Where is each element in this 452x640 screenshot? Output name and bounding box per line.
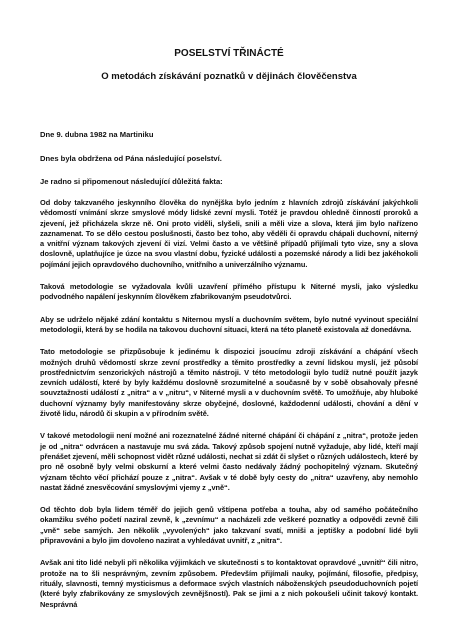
document-subtitle: O metodách získávání poznatků v dějinách člověčenstva xyxy=(101,71,357,82)
paragraph-5: V takové metodologii není možné ani rozeznatelné žádné niterné chápání či chápání z „nitra“, protože jeden je od „nitra“ odvrácen a nastavuje mu svá záda. Takový způsob spojení nutně vyžaduje, aby lidé, kteří mají přenášet zjevení, měli schopnost vidět různé události, nechat si zdát či slyšet o různých událostech, které by pro ně osobně byly velmi obskurní a které velmi často nedávaly žádný pochopitelný význam. Skutečný význam těchto věcí přichází pouze z „nitra“. Avšak v té době byly cesty do „nitra“ uzavřeny, aby nemohlo nastat žádné znesvěcování smyslovými vjemy z „vně“. xyxy=(40,431,418,492)
paragraph-2: Taková metodologie se vyžadovala kvůli uzavření přímého přístupu k Niterné mysli, jako výsledku podvodného napálení jeskynním člověkem zfabrikovaným pseudotvůrci. xyxy=(40,282,418,302)
document-title: POSELSTVÍ TŘINÁCTÉ xyxy=(174,48,284,59)
paragraph-7: Avšak ani tito lidé nebyli při několika výjimkách ve skutečnosti s to kontaktovat opravdové „uvnitř“ čili nitro, protože na to šli nesprávným, zevním způsobem. Především přijímali nauky, pojímání, filosofie, předpisy, rituály, slavnosti, temný mysticismus a deformace svých vlastních náboženských pseudoduchovních pojetí (které byly zfabrikovány ze smyslových zevnějšností). Pak se jimi a z nich pokoušeli učinit takový kontakt. Nesprávná xyxy=(40,558,418,609)
paragraph-4: Tato metodologie se přizpůsobuje k jedinému k dispozici jsoucímu zdroji získávání a chápání všech možných druhů vědomostí skrze zevní prostředky a těmito prostředky a zevní lidskou myslí, jež působí prostřednictvím senzorických nástrojů a těmito nástroji. V této metodologii bylo tudíž nutné použít jazyk zevních událostí, které by byly každému doslovně srozumitelné a současně by v sobě obsahovaly přesné souvztažnosti událostí z „nitra“ a v „nitru“, v Niterné mysli a v duchovním světě. To umožňuje, aby hluboké duchovní významy byly manifestovány skrze obyčejné, doslovné, každodenní události, chování a dění v životě lidu, národů či skupin a v přírodním světě. xyxy=(40,347,418,419)
document-date: Dne 9. dubna 1982 na Martiniku xyxy=(40,130,154,139)
intro-line: Dnes byla obdržena od Pána následující poselství. xyxy=(40,154,222,163)
paragraph-6: Od těchto dob byla lidem téměř do jejich genů vštípena potřeba a touha, aby od samého počátečního okamžiku svého početí naziral zevně, k „zevnímu“ a nacházeli zde veškeré poznatky a odpovědi zevně čili „vně“ sebe samých. Jen několik „vyvolených“ jako takzvaní svatí, mniši a jeptišky a podobní lidé byli připravováni a bylo jim dovoleno nazirat a vyhledávat uvnitř, z „nitra“. xyxy=(40,505,418,546)
paragraph-1: Od doby takzvaného jeskynního člověka do nynějška bylo jedním z hlavních zdrojů získávání jakýchkoli vědomostí vnímání skrze smyslové módy lidské zevní mysli. Totéž je pravdou ohledně činností proroků a zjevení, jež přicházela skrze ně. Oni proto viděli, slyšeli, snili a měli vize a slova, která jim bylo nařízeno zaznamenat. To se dělo cestou poslušnosti, často bez toho, aby věděli či opravdu chápali duchovní, niterný a vnitřní význam takových zjevení či vizí. Velmi často a ve většině případů přijímali tyto vize, sny a slova doslovně, uplatňujíce je úzce na svou vlastní dobu, fyzické události a pozemské národy a lidi bez jakéhokoli pojímání jejich opravdového duchovního, vnitřního a univerzálního významu. xyxy=(40,198,418,269)
intro-line-2: Je radno si připomenout následující důležitá fakta: xyxy=(40,177,223,186)
paragraph-3: Aby se udrželo nějaké zdání kontaktu s Niternou myslí a duchovním světem, bylo nutné vyvinout speciální metodologii, která by se hodila na takovou duchovní situaci, která na této planetě existovala až donedávna. xyxy=(40,314,418,334)
